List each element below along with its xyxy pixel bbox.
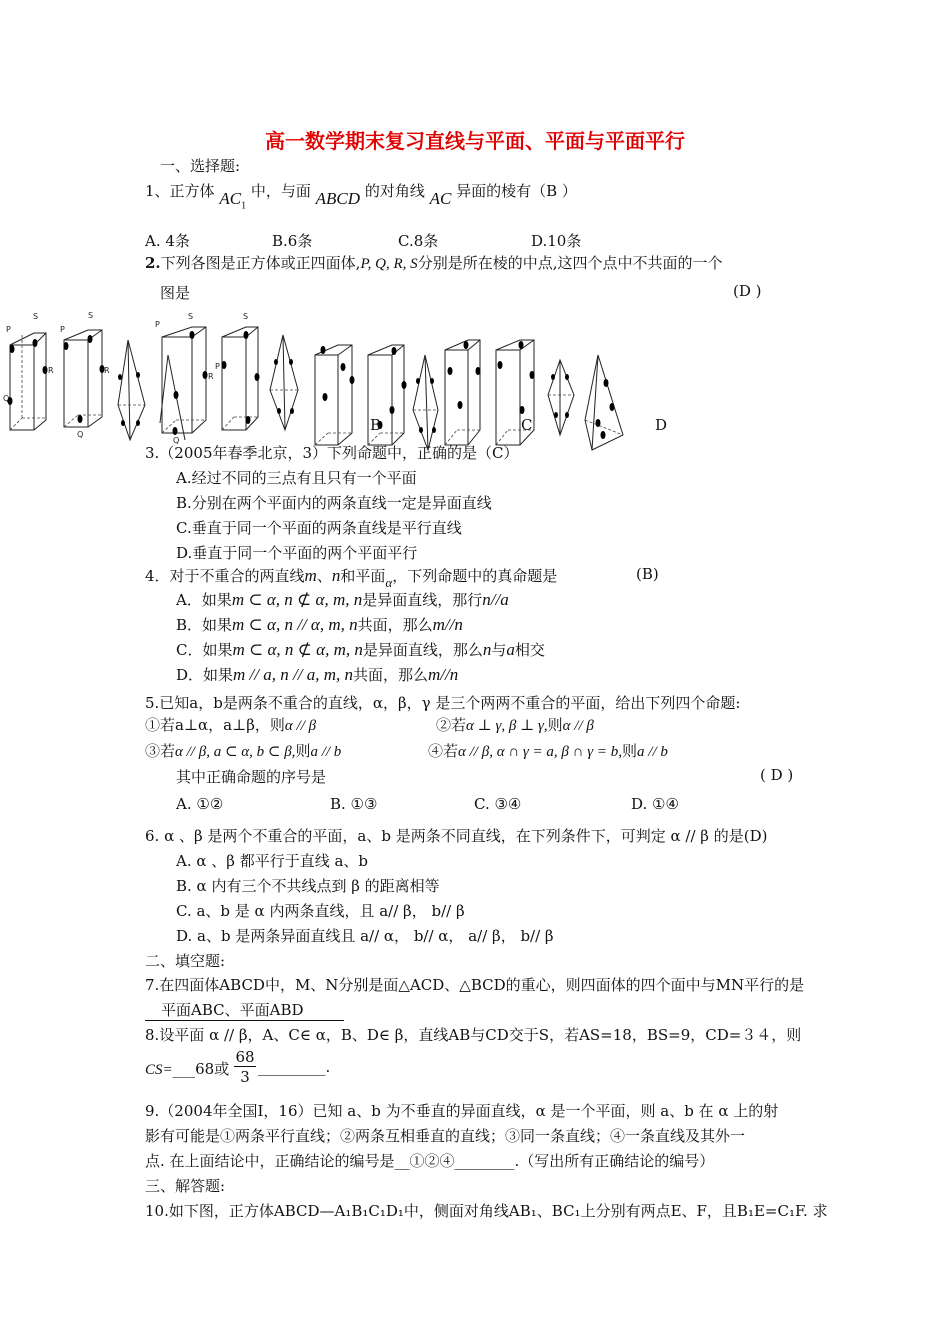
q8-fraction xyxy=(234,1048,256,1087)
q4-stem-m: m xyxy=(304,566,317,585)
q4c-key: C．如果 xyxy=(176,641,233,659)
fig4-label-p: P xyxy=(215,362,220,371)
figure-cube-1 xyxy=(3,312,54,430)
q8-ans1: 68 xyxy=(195,1060,215,1078)
fig2-label-r: R xyxy=(104,366,110,375)
q6-option-b: B. α 内有三个不共线点到 β 的距离相等 xyxy=(176,877,440,895)
q8-answer-line xyxy=(145,1058,229,1079)
q2-figures xyxy=(0,305,700,455)
q4a-end: n//a xyxy=(482,590,509,609)
q5-p3-text: ③若 xyxy=(145,742,176,760)
q5-p2-then: 则 xyxy=(547,716,563,734)
q7-answer: 平面ABC、平面ABD xyxy=(145,999,344,1021)
figure-tetra-1 xyxy=(118,340,145,440)
q5-p1-formula: α // β xyxy=(284,718,317,734)
q2-line2: 图是 xyxy=(160,284,191,302)
q4d-formula: m // a, n // a, m, n xyxy=(233,665,353,684)
q5-p2-text: ②若 xyxy=(436,716,467,734)
q5-prop-2 xyxy=(436,714,594,735)
q8-fraction-den: 3 xyxy=(240,1068,250,1086)
q5-option-b: B. ①③ xyxy=(330,795,378,813)
figure-cube-4 xyxy=(215,312,260,430)
q5-p3-then: 则 xyxy=(295,742,311,760)
q4-stem-b: 、 xyxy=(316,567,332,585)
q2-text2: 分别是所在棱的中点,这四个点中不共面的一个 xyxy=(417,254,723,272)
q4a-text: 是异面直线，那行 xyxy=(362,591,483,609)
section-answer-heading: 三、解答题: xyxy=(145,1177,226,1195)
figure-cube-5 xyxy=(315,345,355,445)
q5-p2-result: α // β xyxy=(562,718,594,734)
q10-stem: 10.如下图，正方体ABCD—A₁B₁C₁D₁中，侧面对角线AB₁、BC₁上分别有两点E、F，且B₁E=C₁F. 求 xyxy=(145,1202,828,1220)
q4-stem-c: 和平面 xyxy=(340,567,386,585)
q8-blank1: ___ xyxy=(172,1060,196,1078)
q1-math-ac-diag: AC xyxy=(429,189,452,208)
q2-answer: (D ) xyxy=(733,282,762,300)
q5-option-d: D. ①④ xyxy=(631,795,679,813)
fig4-label-s: S xyxy=(243,312,249,321)
figure-tetra-4 xyxy=(548,360,574,435)
q4d-key: D．如果 xyxy=(176,666,234,684)
q3-option-d: D.垂直于同一个平面的两个平面平行 xyxy=(176,544,418,562)
q4-stem xyxy=(145,565,558,590)
figure-tetra-2 xyxy=(270,335,298,430)
q5-p4-formula: α // β, α ∩ γ = a, β ∩ γ = b, xyxy=(458,744,623,760)
q4c-text: 是异面直线，那么 xyxy=(362,641,483,659)
q4-option-d xyxy=(176,664,458,685)
fig2-label-q: Q xyxy=(77,430,84,439)
q5-p3-formula: α // β, a ⊂ α, b ⊂ β, xyxy=(175,744,296,760)
q8-stem: 8.设平面 α // β，A、C∈ α，B、D∈ β，直线AB与CD交于S，若AS=18，BS=9，CD=３４，则 xyxy=(145,1026,802,1044)
q5-p2-formula: α ⊥ γ, β ⊥ γ, xyxy=(466,718,548,734)
q4c-text3: 相交 xyxy=(514,641,545,659)
q2-points: P, Q, R, S xyxy=(360,256,418,272)
section-fill-heading: 二、填空题: xyxy=(145,952,226,970)
q1-text-c: 的对角线 xyxy=(364,182,425,200)
q1-math-abcd: ABCD xyxy=(315,189,361,208)
fig2-label-p: P xyxy=(60,325,65,334)
q8-or: 或 xyxy=(214,1060,230,1078)
q1-option-c: C.8条 xyxy=(398,232,439,250)
fig3-label-q: Q xyxy=(173,436,180,445)
q1-option-b: B.6条 xyxy=(272,232,313,250)
q2-label-b: B xyxy=(370,416,382,434)
q4-stem-alpha: α xyxy=(385,575,393,590)
q5-stem: 5.已知a，b是两条不重合的直线，α，β，γ 是三个两两不重合的平面，给出下列四个命题: xyxy=(145,694,741,712)
q4-stem-n: n xyxy=(331,566,341,585)
q4-stem-d: ，下列命题中的真命题是 xyxy=(392,567,558,585)
q8-cs: CS= xyxy=(145,1062,173,1078)
q5-prop-1 xyxy=(145,714,316,735)
q2-label-d: D xyxy=(655,416,668,434)
q4b-text: 共面，那么 xyxy=(357,616,433,634)
q4c-formula: m ⊂ α, n ⊄ α, m, n xyxy=(232,640,363,659)
q6-stem: 6. α 、β 是两个不重合的平面，a、b 是两条不同直线，在下列条件下，可判定 α // β 的是(D) xyxy=(145,827,768,845)
q4c-end2: a xyxy=(506,640,515,659)
q1-text-a: 1、正方体 xyxy=(145,182,215,200)
q5-ask: 其中正确命题的序号是 xyxy=(176,768,327,786)
figure-tetra-3 xyxy=(413,355,438,450)
q5-prop-4 xyxy=(428,740,668,761)
q6-option-c: C. a、b 是 α 内两条直线，且 a// β， b// β xyxy=(176,902,465,920)
q4-stem-a: 4．对于不重合的两直线 xyxy=(145,567,305,585)
fig1-label-s: S xyxy=(33,312,39,321)
q7-stem: 7.在四面体ABCD中，M、N分别是面△ACD、△BCD的重心，则四面体的四个面中与MN平行的是 xyxy=(145,976,805,994)
q9-line3: 点. 在上面结论中，正确结论的编号是__①②④________.（写出所有正确结论的编号） xyxy=(145,1152,715,1170)
q1-text-d: 异面的棱有（B ） xyxy=(456,182,577,200)
q5-p1-text: ①若a⊥α，a⊥β，则 xyxy=(145,716,285,734)
q4a-formula: m ⊂ α, n ⊄ α, m, n xyxy=(231,590,363,609)
q4b-key: B．如果 xyxy=(176,616,233,634)
q4c-text2: 与 xyxy=(491,641,507,659)
q1-math-ac1 xyxy=(219,189,247,212)
fig3-label-s: S xyxy=(188,312,194,321)
q5-p4-then: 则 xyxy=(622,742,638,760)
fig1-label-p: P xyxy=(6,325,11,334)
q8-fraction-num: 68 xyxy=(235,1048,255,1066)
q4-option-c xyxy=(176,639,545,660)
q1-stem xyxy=(145,180,577,212)
q2-stem xyxy=(145,252,722,273)
q5-option-a: A. ①② xyxy=(176,795,224,813)
fig1-label-r: R xyxy=(48,366,54,375)
q3-stem: 3.（2005年春季北京，3）下列命题中，正确的是（C） xyxy=(145,444,519,462)
q4-option-b xyxy=(176,614,463,635)
q5-answer: ( D ) xyxy=(760,766,794,784)
fig2-label-s: S xyxy=(88,311,94,320)
q8-blank2: _________. xyxy=(258,1058,331,1076)
section-choice-heading: 一、选择题: xyxy=(160,157,241,175)
q4b-formula: m ⊂ α, n // α, m, n xyxy=(232,615,358,634)
q5-p4-text: ④若 xyxy=(428,742,459,760)
q1-option-a: A. 4条 xyxy=(145,232,190,250)
q3-option-c: C.垂直于同一个平面的两条直线是平行直线 xyxy=(176,519,462,537)
q2-number: 2. xyxy=(145,254,161,272)
page-title: 高一数学期末复习直线与平面、平面与平面平行 xyxy=(265,129,685,153)
q4d-end: m//n xyxy=(428,665,459,684)
q5-prop-3 xyxy=(145,740,341,761)
q5-p3-result: a // b xyxy=(310,744,342,760)
q1-text-b: 中，与面 xyxy=(250,182,311,200)
figure-cube-3 xyxy=(155,312,214,445)
q4a-key: A．如果 xyxy=(176,591,232,609)
q1-math-ac: AC xyxy=(219,189,242,208)
q3-option-b: B.分别在两个平面内的两条直线一定是异面直线 xyxy=(176,494,492,512)
q4b-end: m//n xyxy=(432,615,463,634)
q9-line1: 9.（2004年全国Ⅰ，16）已知 a、b 为不垂直的异面直线，α 是一个平面，则 a、b 在 α 上的射 xyxy=(145,1102,779,1120)
q1-option-d: D.10条 xyxy=(531,232,582,250)
fig3-label-r: R xyxy=(208,372,214,381)
q1-math-sub: 1 xyxy=(241,200,247,212)
figure-tetra-5 xyxy=(585,355,623,450)
q7-answer-line xyxy=(145,999,344,1021)
q4-option-a xyxy=(176,589,509,610)
q5-p4-result: a // b xyxy=(637,744,668,760)
fig1-label-q: Q xyxy=(3,394,10,403)
figure-cube-7 xyxy=(445,340,481,445)
q4-answer: (B) xyxy=(636,565,659,583)
q2-text: 下列各图是正方体或正四面体, xyxy=(160,254,361,272)
q9-line2: 影有可能是①两条平行直线；②两条互相垂直的直线；③同一条直线；④一条直线及其外一 xyxy=(145,1127,746,1145)
q5-option-c: C. ③④ xyxy=(474,795,522,813)
figure-cube-2 xyxy=(60,311,110,439)
fig3-label-p: P xyxy=(155,320,160,329)
q4c-end: n xyxy=(482,640,492,659)
q3-option-a: A.经过不同的三点有且只有一个平面 xyxy=(176,469,417,487)
q2-label-c: C xyxy=(521,416,533,434)
q6-option-d: D. a、b 是两条异面直线且 a// α， b// α， a// β， b// β xyxy=(176,927,554,945)
q6-option-a: A. α 、β 都平行于直线 a、b xyxy=(176,852,369,870)
q4d-text: 共面，那么 xyxy=(352,666,428,684)
